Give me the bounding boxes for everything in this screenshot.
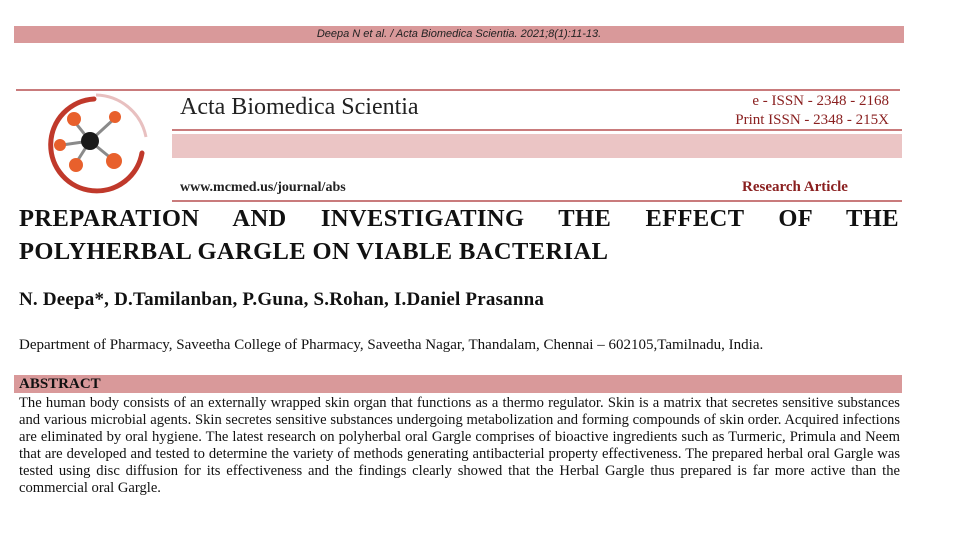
article-title: PREPARATION AND INVESTIGATING THE EFFECT OF THE POLYHERBAL GARGLE ON VIABLE BACTERIAL — [19, 205, 899, 265]
print-issn: Print ISSN - 2348 - 215X — [735, 112, 889, 128]
article-type-label: Research Article — [742, 179, 848, 195]
citation-text: Deepa N et al. / Acta Biomedica Scientia. 2021;8(1):11-13. — [316, 28, 602, 40]
journal-url-link[interactable]: www.mcmed.us/journal/abs — [180, 180, 346, 195]
citation-bar — [14, 26, 904, 43]
journal-logo-icon — [34, 93, 164, 197]
header-rule-top — [16, 89, 900, 91]
affiliation: Department of Pharmacy, Saveetha College of Pharmacy, Saveetha Nagar, Thandalam, Chennai – 602105,Tamilnadu, India. — [19, 337, 764, 353]
author-list: N. Deepa*, D.Tamilanban, P.Guna, S.Rohan, I.Daniel Prasanna — [19, 289, 545, 310]
header-pink-band — [172, 134, 902, 158]
header-divider — [172, 129, 902, 131]
abstract-heading-bar — [14, 375, 902, 393]
e-issn: e - ISSN - 2348 - 2168 — [752, 93, 889, 109]
issn-block — [735, 92, 889, 130]
abstract-heading: ABSTRACT — [19, 376, 101, 392]
journal-name: Acta Biomedica Scientia — [180, 94, 419, 120]
abstract-body: The human body consists of an externally wrapped skin organ that functions as a thermo regulator. Skin is a matrix that secretes sensitive substances and various microbial agents. Skin secretes sensitive substances undergoing metabolization and forming compounds of skin order. Acquired infections are eliminated by oral hygiene. The latest research on polyherbal oral Gargle comprises of bioactive ingredients such as Turmeric, Primula and Neem that are developed and tested to determine the variety of methods generating antibacterial property effectiveness. The prepared herbal oral Gargle was tested using disc diffusion for its effectiveness and the findings clearly showed that the Herbal Gargle thus prepared is far more active than the commercial oral Gargle. — [19, 395, 900, 496]
